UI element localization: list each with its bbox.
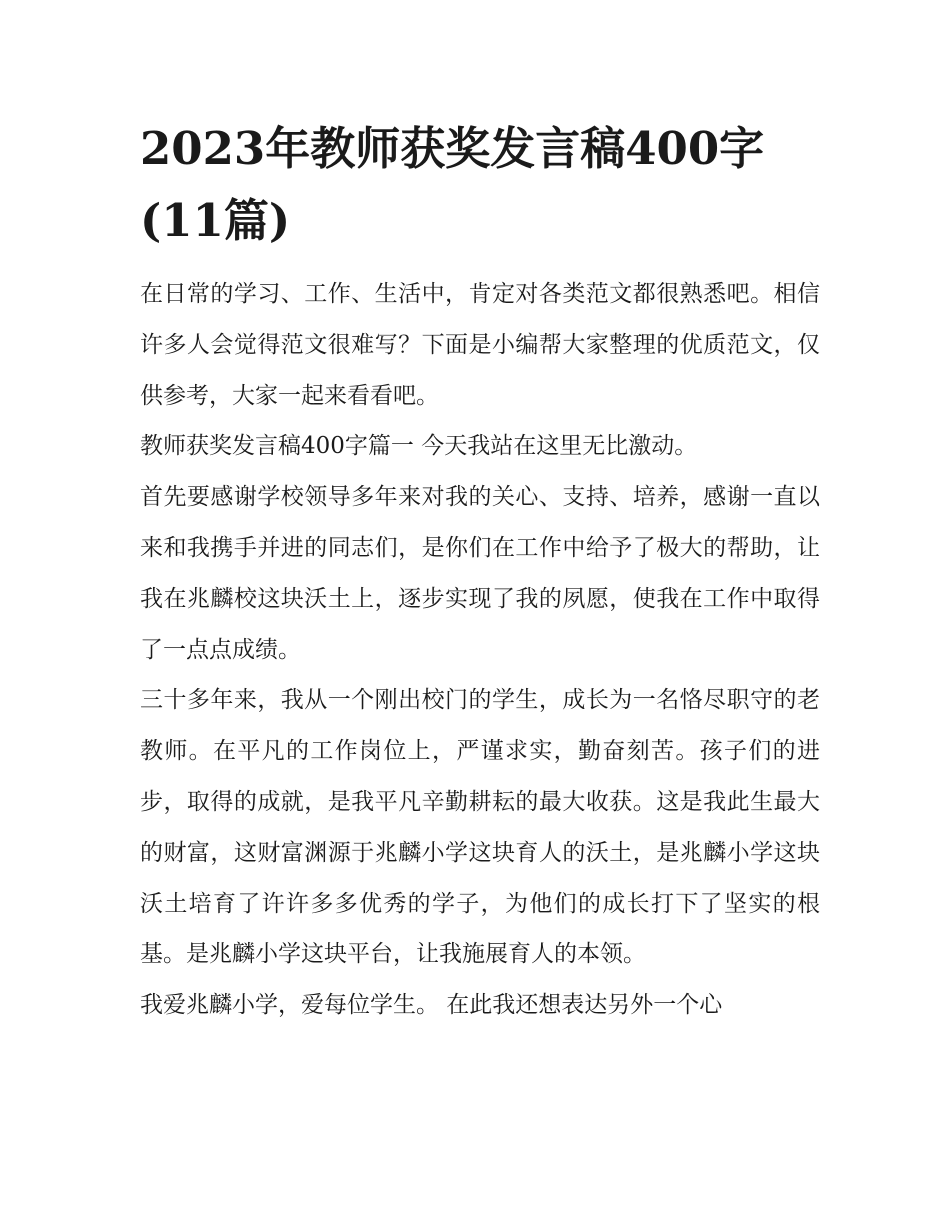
paragraph-thanks: 首先要感谢学校领导多年来对我的关心、支持、培养，感谢一直以来和我携手并进的同志们，是你们在工作中给予了极大的帮助，让我在兆麟校这块沃土上，逐步实现了我的夙愿，使我在工作中取得了一点点成绩。 — [140, 484, 820, 663]
paragraph-speech-heading: 教师获奖发言稿400字篇一 今天我站在这里无比激动。 — [140, 433, 698, 460]
paragraph-love-school: 我爱兆麟小学，爱每位学生。 在此我还想表达另外一个心 — [140, 992, 723, 1019]
document-title: 2023年教师获奖发言稿400字(11篇) — [140, 122, 765, 247]
paragraph-career: 三十多年来，我从一个刚出校门的学生，成长为一名恪尽职守的老教师。在平凡的工作岗位上，严谨求实，勤奋刻苦。孩子们的进步，取得的成就，是我平凡辛勤耕耘的最大收获。这是我此生最大的财富，这财富渊源于兆麟小学这块育人的沃土，是兆麟小学这块沃土培育了许许多多优秀的学子，为他们的成长打下了坚实的根基。是兆麟小学这块平台，让我施展育人的本领。 — [140, 687, 820, 968]
paragraph-intro: 在日常的学习、工作、生活中，肯定对各类范文都很熟悉吧。相信许多人会觉得范文很难写？下面是小编帮大家整理的优质范文，仅供参考，大家一起来看看吧。 — [140, 281, 820, 409]
document-body — [140, 113, 820, 1031]
